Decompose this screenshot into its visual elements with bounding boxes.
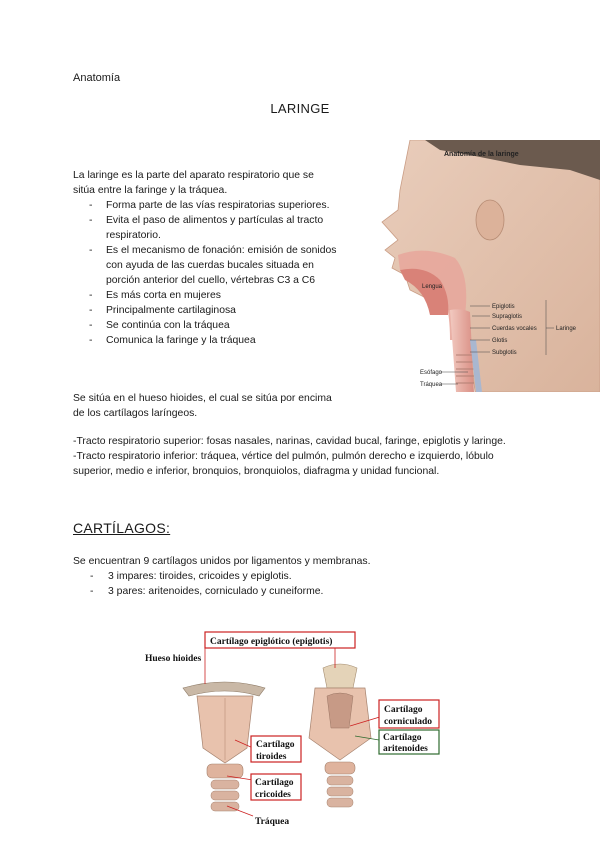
cartilages-intro: Se encuentran 9 cartílagos unidos por ligamentos y membranas.: [73, 556, 371, 567]
label-corniculado-2: corniculado: [384, 717, 433, 727]
tract-superior: -Tracto respiratorio superior: fosas nasales, narinas, cavidad bucal, faringe, epiglotis y laringe.: [73, 436, 506, 447]
cartilages-section: [73, 554, 533, 599]
list-item: - 3 impares: tiroides, cricoides y epiglotis.: [73, 569, 533, 584]
list-item: - Es más corta en mujeres: [73, 288, 338, 303]
label-cricoides-1: Cartílago: [255, 778, 294, 788]
cartilages-figure: [135, 628, 455, 828]
cartilages-list: [73, 569, 533, 599]
label-aritenoides-1: Cartílago: [383, 733, 422, 743]
larynx-anatomy-figure: [370, 140, 600, 392]
list-item: - 3 pares: aritenoides, corniculado y cuneiforme.: [73, 584, 533, 599]
list-item: - Forma parte de las vías respiratorias superiores.: [73, 198, 338, 213]
tracts-section: [73, 434, 533, 479]
list-item: - Se continúa con la tráquea: [73, 318, 338, 333]
label-cricoides-2: cricoides: [255, 790, 291, 800]
page-title: LARINGE: [270, 101, 330, 116]
label-cuerdas: Cuerdas vocales: [492, 326, 537, 332]
label-traquea: Tráquea: [420, 382, 443, 388]
label-tiroides-1: Cartílago: [256, 740, 295, 750]
label-corniculado-1: Cartílago: [384, 705, 423, 715]
subject-label: Anatomía: [73, 72, 121, 84]
tract-inferior: -Tracto respiratorio inferior: tráquea, vértice del pulmón, pulmón derecho e izquierdo, lóbulo superior, medio e inferior, bronquios, bronquiolos, diafragma y unidad funcional.: [73, 451, 494, 477]
label-epiglotis: Epiglotis: [492, 304, 515, 310]
label-tiroides-2: tiroides: [256, 752, 287, 762]
label-aritenoides-2: aritenoides: [383, 744, 428, 754]
label-subglotis: Subglotis: [492, 350, 517, 356]
label-hueso-hioides: Hueso hioides: [145, 654, 202, 664]
list-item: - Evita el paso de alimentos y partículas al tracto respiratorio.: [73, 213, 338, 243]
label-traquea: Tráquea: [255, 817, 290, 827]
intro-list: [73, 198, 338, 348]
list-item: - Es el mecanismo de fonación: emisión de sonidos con ayuda de las cuerdas bucales situada en porción anterior del cuello, vértebras C3 a C6: [73, 243, 338, 288]
ear: [476, 200, 504, 240]
hyoid-paragraph: Se sitúa en el hueso hioides, el cual se sitúa por encima de los cartílagos laríngeos.: [73, 393, 332, 419]
figure-title: Anatomía de la laringe: [444, 151, 519, 158]
list-item: - Comunica la faringe y la tráquea: [73, 333, 338, 348]
label-glotis: Glotis: [492, 338, 508, 344]
cartilages-heading: CARTÍLAGOS:: [73, 520, 171, 536]
label-esofago: Esófago: [420, 370, 443, 376]
label-supraglotis: Supraglotis: [492, 314, 523, 320]
list-item: - Principalmente cartilaginosa: [73, 303, 338, 318]
intro-paragraph: La laringe es la parte del aparato respiratorio que se sitúa entre la faringe y la tráquea.: [73, 170, 314, 196]
label-laringe: Laringe: [556, 326, 577, 332]
label-epiglotico: Cartílago epiglótico (epiglotis): [210, 637, 333, 647]
label-lengua: Lengua: [422, 284, 443, 290]
intro-section: [73, 168, 338, 348]
